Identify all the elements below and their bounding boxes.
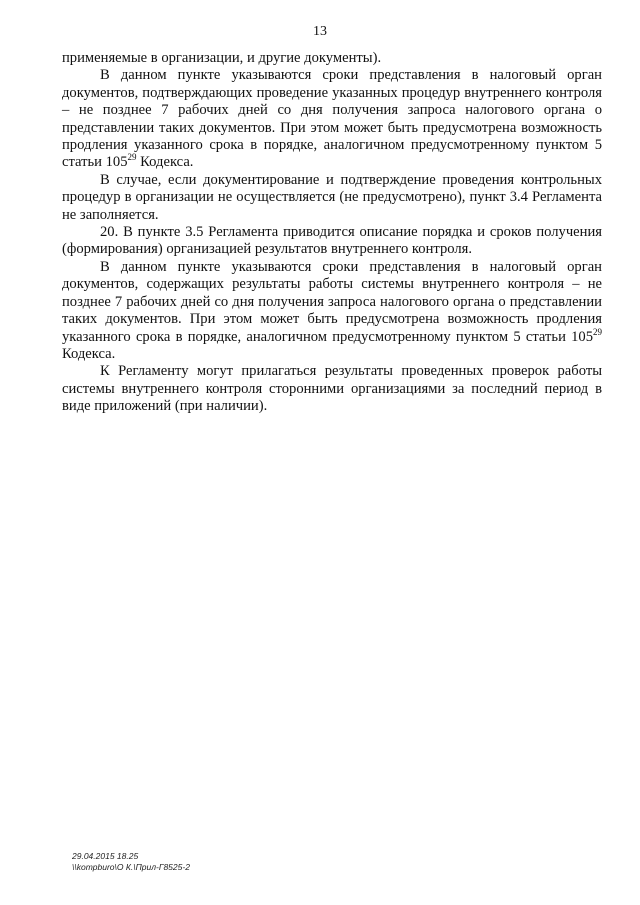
paragraph-text: В случае, если документирование и подтверждение проведения контрольных процедур в организации не осуществляется (не предусмотрено), пункт 3.4 Регламента не заполняется.	[62, 171, 602, 223]
footer-file-path: \\kompburo\О К.\Прил-Г8525-2	[72, 862, 190, 872]
paragraph-text: применяемые в организации, и другие документы).	[62, 50, 382, 66]
footer-timestamp: 29.04.2015 18.25	[72, 851, 139, 861]
article-superscript: 29	[127, 152, 137, 163]
article-superscript: 29	[593, 326, 602, 337]
footer	[72, 851, 190, 873]
paragraph-text-tail: Кодекса.	[62, 345, 116, 362]
paragraph-continuation	[62, 50, 602, 67]
paragraph-text: В данном пункте указываются сроки представления в налоговый орган документов, содержащих результаты работы системы внутреннего контроля – не позднее 7 рабочих дней со дня получения запроса налогового органа о представлении таких документов. При этом может быть предусмотрена возможность продления указанного срока в порядке, аналогичном предусмотренному пунктом 5 статьи 105	[62, 258, 602, 345]
paragraph-text-tail: Кодекса.	[136, 154, 194, 171]
document-body	[62, 50, 602, 416]
page-number: 13	[313, 24, 327, 39]
paragraph-not-documented	[62, 172, 602, 224]
paragraph-text: К Регламенту могут прилагаться результаты проведенных проверок работы системы внутреннего контроля сторонними организациями за последний период в виде приложений (при наличии).	[62, 363, 602, 415]
paragraph-deadline-documents	[62, 67, 602, 171]
paragraph-text: 20. В пункте 3.5 Регламента приводится описание порядка и сроков получения (формирования) организацией результатов внутреннего контроля.	[62, 224, 602, 258]
paragraph-item-20	[62, 224, 602, 259]
paragraph-text: В данном пункте указываются сроки представления в налоговый орган документов, подтверждающих проведение указанных процедур внутреннего контроля – не позднее 7 рабочих дней со дня получения запроса налогового органа о представлении таких документов. При этом может быть предусмотрена возможность продления указанного срока в порядке, аналогичном предусмотренному пунктом 5 статьи 105	[62, 67, 602, 171]
paragraph-attachments	[62, 363, 602, 415]
paragraph-deadline-results	[62, 259, 602, 363]
